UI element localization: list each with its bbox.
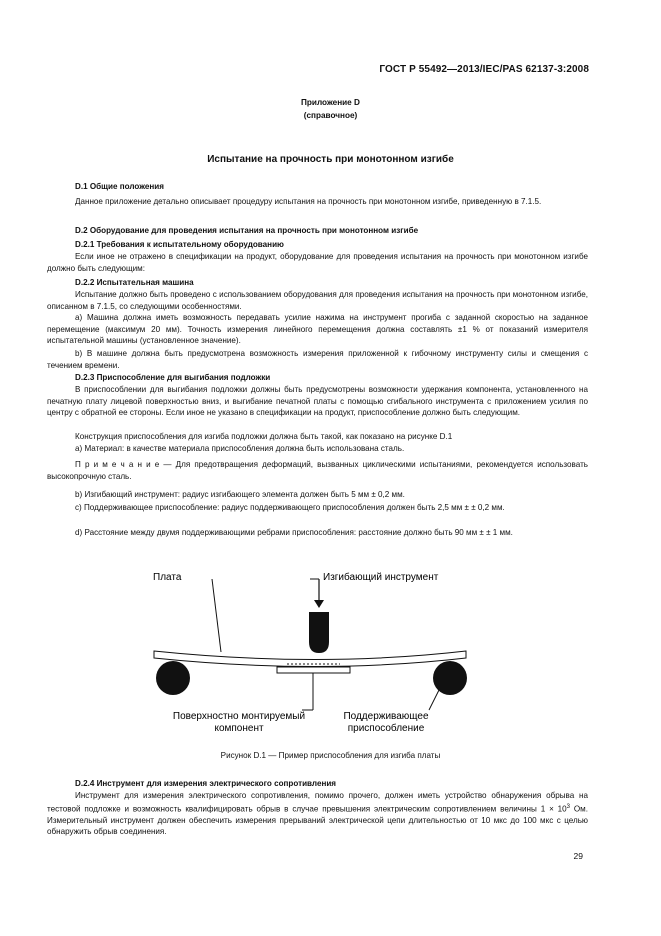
section-d22-text: Испытание должно быть проведено с использованием оборудования для проведения испытания на прочность при монотонном изгибе, описанном в 7.1.5, со следующими особенностями. [47,290,588,311]
label-plate: Плата [153,572,182,583]
label-bending-tool: Изгибающий инструмент [323,572,439,583]
section-d24-text: Инструмент для измерения электрического сопротивления, помимо прочего, должен иметь устройство обнаружения обрыва на тестовой подложке и возможность квалифицировать обрыв в случае превышения электрическим сопротивлением величины $1 \times 10^3$ Ом. Измерительный инструмент должен обеспечить измерения прерываний электрической цепи длительностью от 10 мкс до 100 мкс с целью обнаружить обрыв соединения. [47,791,588,837]
smd-component [277,667,350,673]
left-support-roller [156,661,190,695]
support-leader-line [429,690,439,710]
section-d22-item-a: а) Машина должна иметь возможность передавать усилие нажима на инструмент прогиба с заданной скоростью на заданное перемещение (максимум 20 мм). Точность измерения линейного перемещения должна составлять ±1 % от показаний измерителя испытательной машины (установленное значение). [47,313,588,346]
section-d1-heading: D.1 Общие положения [75,182,164,191]
document-title: Испытание на прочность при монотонном изгибе [207,154,454,165]
section-d23-item-d: d) Расстояние между двумя поддерживающими ребрами приспособления: расстояние должно быть 90 мм ± ± 1 мм. [75,528,513,537]
section-d1-text: Данное приложение детально описывает процедуру испытания на прочность при монотонном изгибе, приведенную в 7.1.5. [75,197,542,206]
section-d21-heading: D.2.1 Требования к испытательному оборудованию [75,240,284,249]
section-d24-heading: D.2.4 Инструмент для измерения электрического сопротивления [75,779,337,788]
figure-caption: Рисунок D.1 — Пример приспособления для изгиба платы [220,751,441,760]
section-d23-item-c: c) Поддерживающее приспособление: радиус поддерживающего приспособления должен быть 2,5 мм ± ± 0,2 мм. [75,503,505,512]
section-d23-note: П р и м е ч а н и е — Для предотвращения деформаций, вызванных циклическими испытаниями, рекомендуется использовать высокопрочную сталь. [47,460,588,481]
label-support-line2: приспособление [347,723,425,734]
section-d23-item-a: а) Материал: в качестве материала приспособления должна быть использована сталь. [75,444,405,453]
bending-fixture-figure [140,560,520,742]
annex-label: Приложение D [301,98,360,107]
plate-leader-line [212,579,221,652]
section-d23-item-b: b) Изгибающий инструмент: радиус изгибающего элемента должен быть 5 мм ± 0,2 мм. [75,490,405,499]
section-d21-text: Если иное не отражено в спецификации на продукт, оборудование для проведения испытания на прочность при монотонном изгибе должно быть следующим: [47,252,588,273]
label-component-line1: Поверхностно монтируемый [172,711,306,722]
section-d22-item-b: b) В машине должна быть предусмотрена возможность измерения приложенной к гибочному инструменту силы и смещения с течением времени. [47,349,588,370]
label-support-line1: Поддерживающее [343,711,429,722]
right-support-roller [433,661,467,695]
board-plate [154,651,466,667]
page-number: 29 [573,851,583,861]
bending-tool [309,612,329,653]
force-arrow-head [314,600,324,608]
section-d23-text: В приспособлении для выгибания подложки должны быть предусмотрены возможности удержания компонента, установленного на печатную плату лицевой поверхностью вниз, и выгибание печатной платы с помощью сгибального инструмента с приложением усилия по центру с обратной ее стороны. Если иное не указано в спецификации на продукт, приспособление должно быть следующим. [47,385,588,418]
section-d22-heading: D.2.2 Испытательная машина [75,278,194,287]
section-d2-heading: D.2 Оборудование для проведения испытания на прочность при монотонном изгибе [75,226,419,235]
annex-type: (справочное) [303,111,358,120]
section-d23-text-2: Конструкция приспособления для изгиба подложки должна быть такой, как показано на рисунке D.1 [75,432,453,441]
page-header: ГОСТ Р 55492—2013/IEC/PAS 62137-3:2008 [379,64,589,75]
label-component-line2: компонент [214,723,264,734]
section-d23-heading: D.2.3 Приспособление для выгибания подложки [75,373,271,382]
